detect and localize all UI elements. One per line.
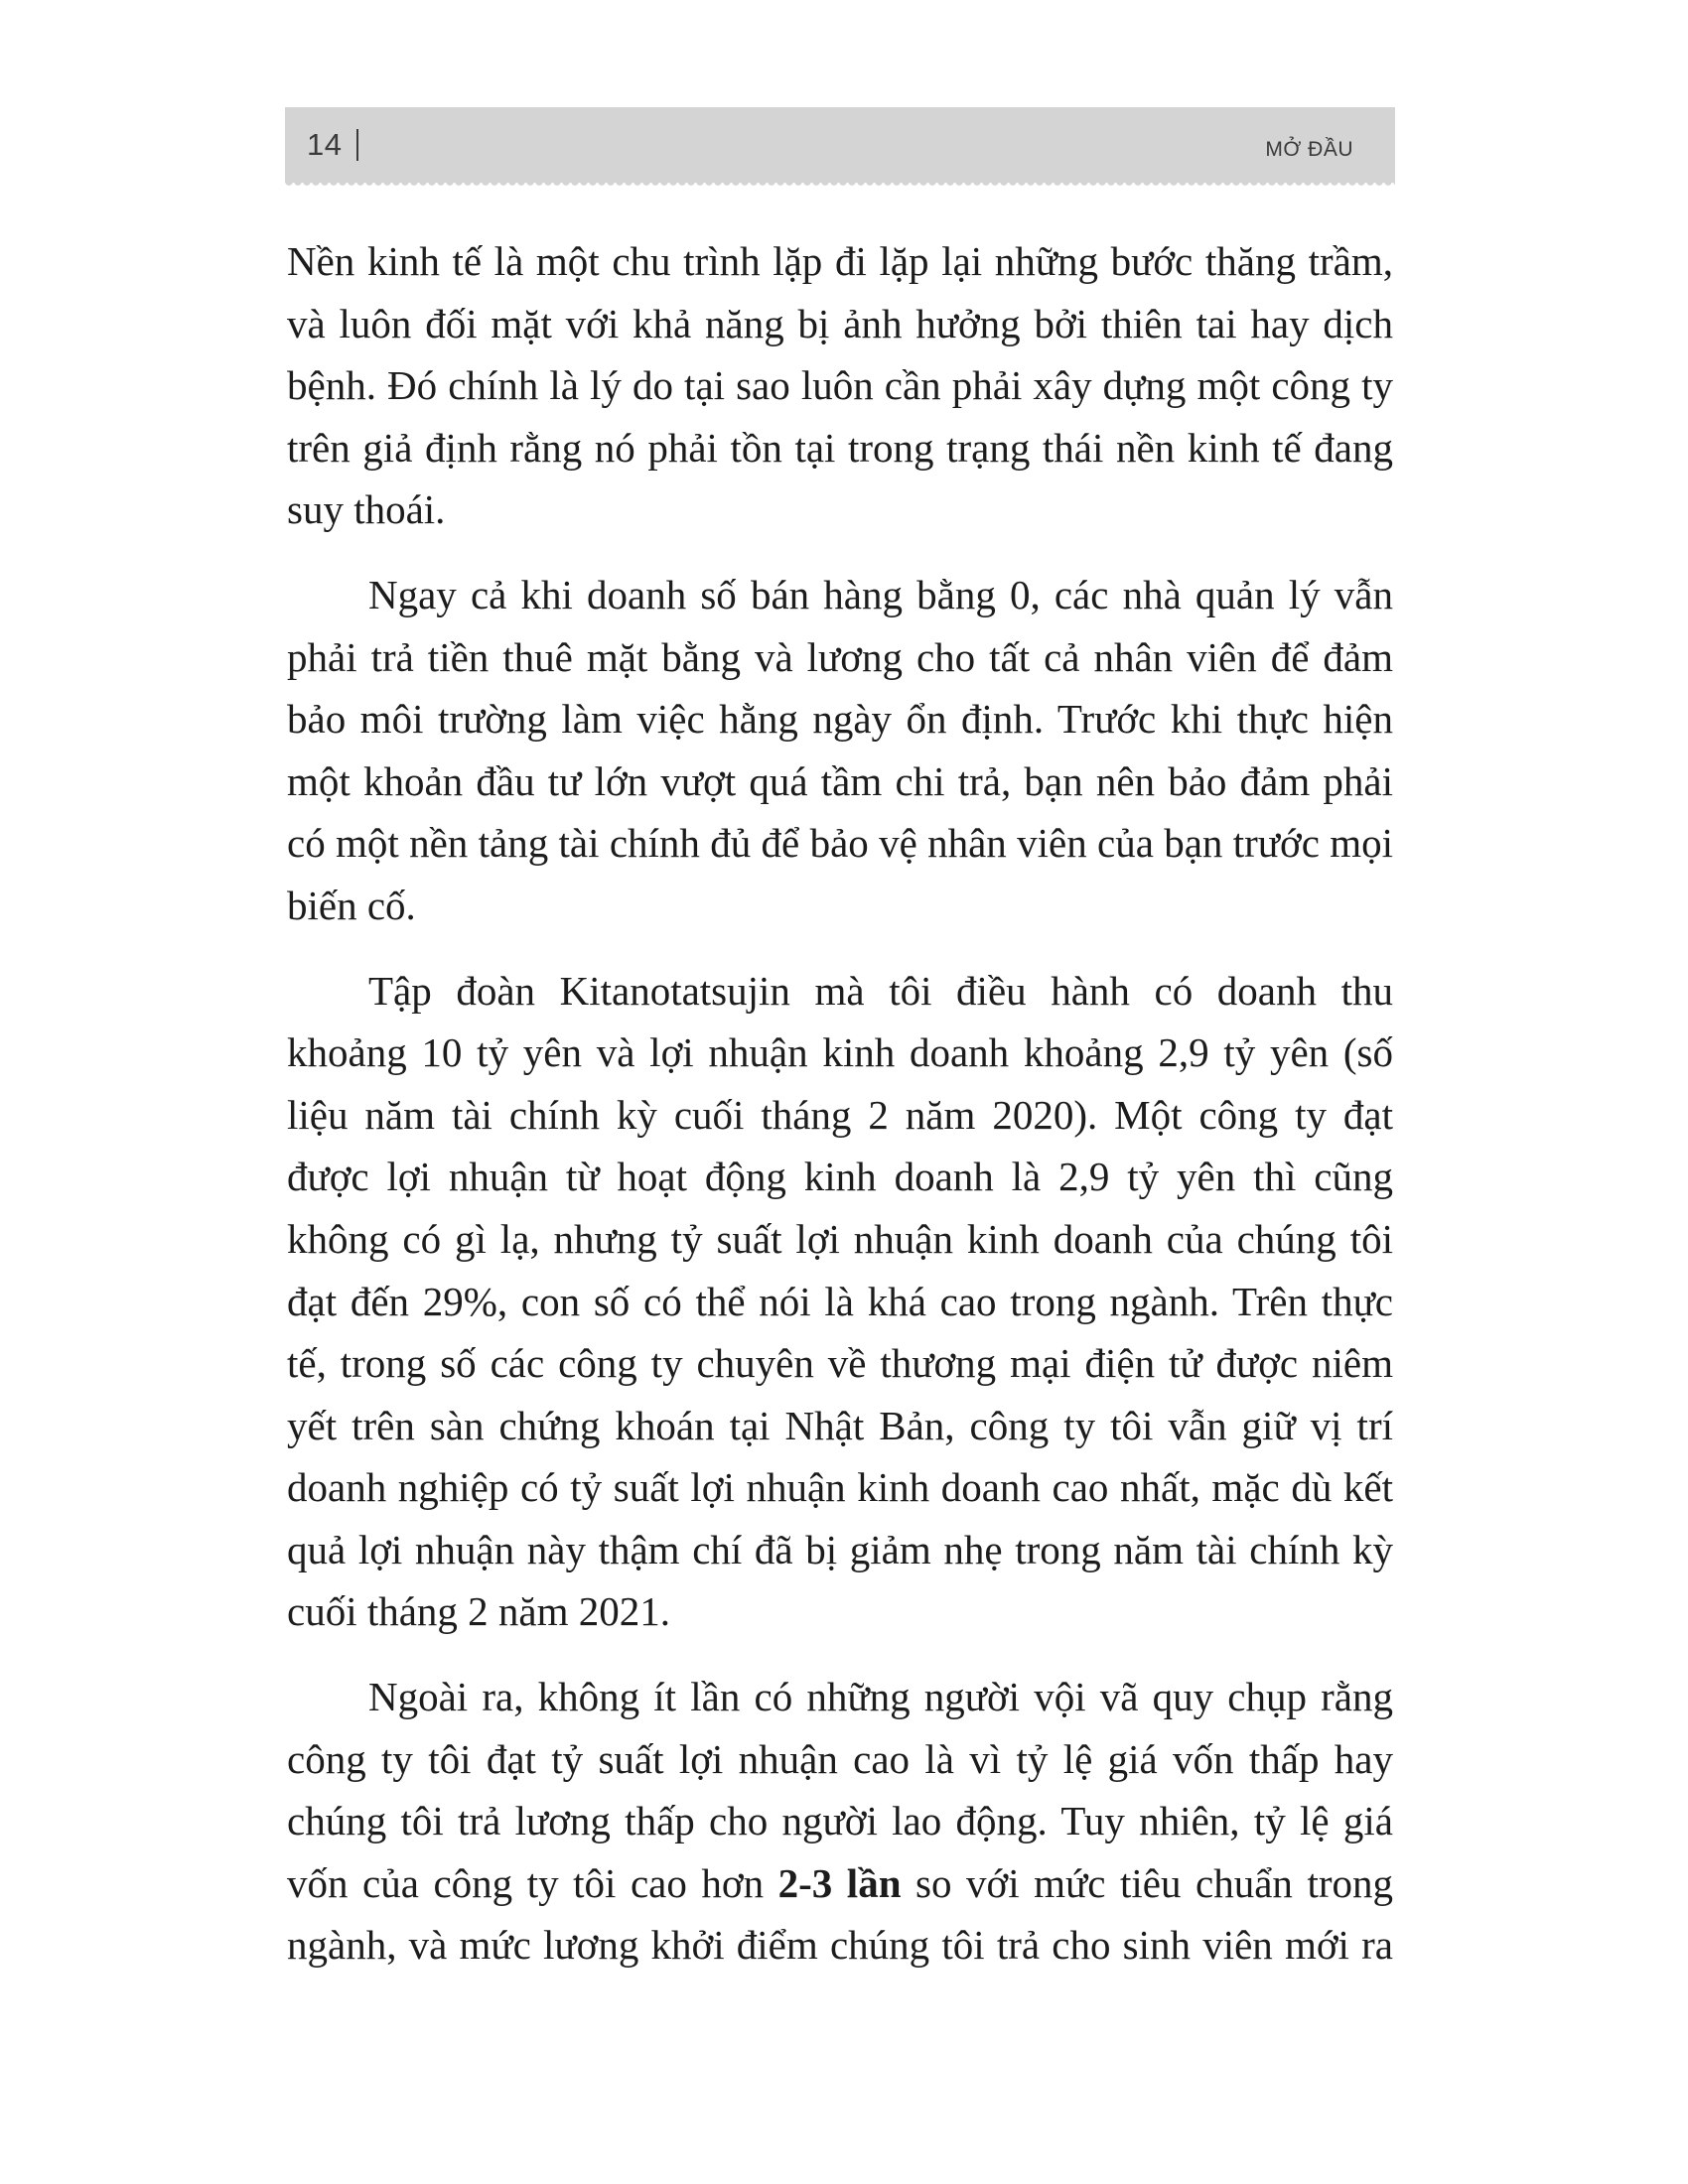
paragraph-2: Ngay cả khi doanh số bán hàng bằng 0, các nhà quản lý vẫn phải trả tiền thuê mặt bằng và lương cho tất cả nhân viên để đảm bảo môi trường làm việc hằng ngày ổn định. Trước khi thực hiện một khoản đầu tư lớn vượt quá tầm chi trả, bạn nên bảo đảm phải có một nền tảng tài chính đủ để bảo vệ nhân viên của bạn trước mọi biến cố. bbox=[287, 571, 1393, 928]
header-divider bbox=[356, 129, 358, 161]
body-text bbox=[287, 230, 1393, 1977]
paragraph-4-emphasis: 2-3 lần bbox=[777, 1859, 902, 1906]
chapter-title: MỞ ĐẦU bbox=[1265, 138, 1353, 161]
page-number: 14 bbox=[307, 127, 343, 162]
paragraph-3: Tập đoàn Kitanotatsujin mà tôi điều hành có doanh thu khoảng 10 tỷ yên và lợi nhuận kinh doanh khoảng 2,9 tỷ yên (số liệu năm tài chính kỳ cuối tháng 2 năm 2020). Một công ty đạt được lợi nhuận từ hoạt động kinh doanh là 2,9 tỷ yên thì cũng không có gì lạ, nhưng tỷ suất lợi nhuận kinh doanh của chúng tôi đạt đến 29%, con số có thể nói là khá cao trong ngành. Trên thực tế, trong số các công ty chuyên về thương mại điện tử được niêm yết trên sàn chứng khoán tại Nhật Bản, công ty tôi vẫn giữ vị trí doanh nghiệp có tỷ suất lợi nhuận kinh doanh cao nhất, mặc dù kết quả lợi nhuận này thậm chí đã bị giảm nhẹ trong năm tài chính kỳ cuối tháng 2 năm 2021. bbox=[287, 967, 1393, 1635]
paragraph-1: Nền kinh tế là một chu trình lặp đi lặp lại những bước thăng trầm, và luôn đối mặt với khả năng bị ảnh hưởng bởi thiên tai hay dịch bệnh. Đó chính là lý do tại sao luôn cần phải xây dựng một công ty trên giả định rằng nó phải tồn tại trong trạng thái nền kinh tế đang suy thoái. bbox=[287, 238, 1393, 533]
paragraph-4 bbox=[287, 1666, 1393, 1977]
paragraph-4-text-before: Ngoài ra, không ít lần có những người vội vã quy chụp rằng công ty tôi đạt tỷ suất lợi nhuận cao là vì tỷ lệ giá vốn thấp hay chúng tôi trả lương thấp cho người lao động. Tuy nhiên, tỷ lệ giá vốn của công ty tôi cao hơn bbox=[287, 1674, 1393, 1906]
running-header bbox=[285, 107, 1395, 183]
paragraph-4-text-after: so với mức tiêu chuẩn trong ngành, và mức lương khởi điểm chúng tôi trả cho sinh viên mới ra bbox=[287, 1859, 1393, 1969]
